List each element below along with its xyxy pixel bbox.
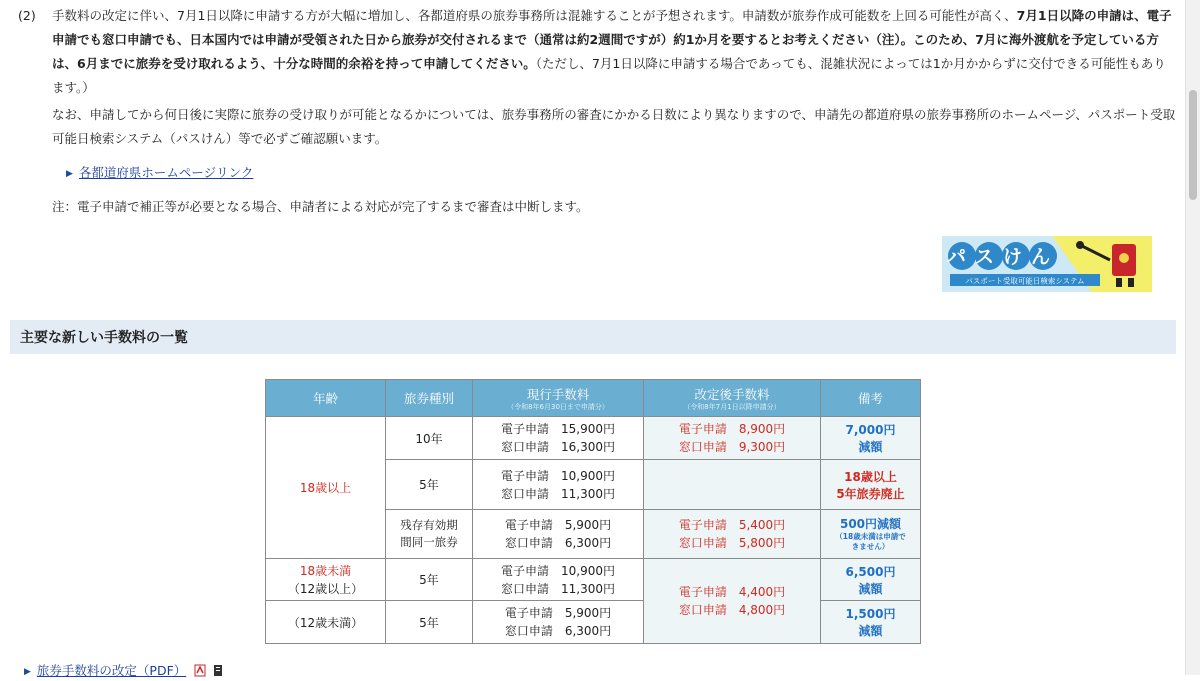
remarks-cell: [821, 601, 921, 644]
type-cell: [386, 510, 473, 559]
type-cell: 5年: [386, 559, 473, 601]
type-cell: 10年: [386, 417, 473, 460]
fee-electronic: 電子申請 4,400円: [678, 585, 786, 599]
age-18-over: 18歳以上: [266, 417, 386, 559]
remark-line: 7,000円: [845, 423, 896, 437]
prefecture-link-row: [66, 163, 253, 184]
scrollbar-thumb[interactable]: [1189, 90, 1197, 200]
age-under12: （12歳未満）: [266, 601, 386, 644]
current-fee-cell: [473, 417, 644, 460]
remarks-cell: [821, 460, 921, 510]
review-note: 注：電子申請で補正等が必要となる場合、申請者による対応が完了するまで審査は中断します。: [52, 199, 589, 214]
remark-line: 減額: [858, 624, 883, 638]
remark-line: 6,500円: [845, 564, 896, 579]
fee-electronic: 電子申請 10,900円: [501, 563, 615, 578]
type-line: 間同一旅券: [400, 535, 458, 549]
list-number: (2): [18, 8, 36, 23]
banner-logo-text: パスけん: [946, 246, 1060, 268]
paragraph-bold-text: 7月1日以降の申請は、電子申請でも窓口申請でも、日本国内では申請が受領された日から旅券が交付されるまで（通常は約2週間ですが）約1か月を要するとお考えください（注）。このため、7月に海外渡航を予定している方は、6月までに旅券を受け取れるよう、十分な時間的余裕を持って申請してください。: [52, 8, 1172, 71]
paskken-banner[interactable]: [942, 236, 1152, 292]
revised-fee-cell: [644, 559, 821, 644]
prefecture-homepage-link[interactable]: 各都道府県ホームページリンク: [78, 165, 254, 180]
remark-note: きません）: [851, 541, 890, 551]
remark-line: 5年旅券廃止: [836, 486, 905, 501]
header-current-fee: [473, 380, 644, 417]
type-line: 残存有効期: [400, 518, 458, 532]
revised-fee-cell: [644, 510, 821, 559]
header-current-label: 現行手数料: [526, 386, 590, 402]
fee-electronic: 電子申請 8,900円: [678, 422, 786, 436]
paragraph-text-part: （ただし、7月1日以降に申請する場合であっても、混雑状況によっては1か月かからずに交付できる可能性もあります。）: [52, 56, 1166, 95]
current-fee-cell: [473, 559, 644, 601]
remark-note: （18歳未満は申請で: [835, 531, 906, 541]
fee-electronic: 電子申請 10,900円: [501, 468, 615, 483]
section-heading: [10, 320, 1176, 354]
pdf-icon: [194, 664, 206, 677]
age-line: 18歳未満: [299, 563, 352, 578]
table-row: [266, 601, 921, 644]
revised-fee-cell-empty: [644, 460, 821, 510]
fee-counter: 窓口申請 5,800円: [678, 536, 786, 550]
table-row: [266, 559, 921, 601]
table-row: [266, 417, 921, 460]
section-title: 主要な新しい手数料の一覧: [20, 330, 188, 346]
banner-caption-text: パスポート受取可能日検索システム: [965, 276, 1085, 286]
remark-line: 減額: [858, 440, 883, 454]
pdf-link-row: [24, 662, 224, 681]
current-fee-cell: [473, 601, 644, 644]
header-revised-fee: [644, 380, 821, 417]
list-item-2: [18, 4, 1178, 100]
vertical-scrollbar[interactable]: [1185, 0, 1200, 675]
remarks-cell: [821, 417, 921, 460]
remark-line: 18歳以上: [844, 469, 897, 484]
remarks-cell: [821, 559, 921, 601]
type-cell: 5年: [386, 601, 473, 644]
document-icon: [212, 664, 224, 677]
note-paragraph: なお、申請してから何日後に実際に旅券の受け取りが可能となるかについては、旅券事務所の審査にかかる日数により異なりますので、申請先の都道府県の旅券事務所のホームページ、パスポート受取可能日検索システム（パスけん）等で必ずご確認願います。: [52, 107, 1176, 146]
fee-counter: 窓口申請 9,300円: [678, 440, 786, 454]
fee-counter: 窓口申請 16,300円: [501, 440, 615, 454]
fee-revision-pdf-link[interactable]: 旅券手数料の改定（PDF）: [36, 663, 187, 678]
triangle-bullet-icon: ▶: [66, 169, 73, 179]
fee-electronic: 電子申請 15,900円: [501, 422, 615, 436]
age-line: （12歳以上）: [287, 581, 364, 596]
remark-line: 減額: [858, 581, 883, 596]
age-under18: [266, 559, 386, 601]
paragraph-text: [52, 4, 1178, 100]
fee-counter: 窓口申請 11,300円: [501, 581, 615, 596]
current-fee-cell: [473, 460, 644, 510]
paragraph-text-part: 手数料の改定に伴い、7月1日以降に申請する方が大幅に増加し、各都道府県の旅券事務所は混雑することが予想されます。申請数が旅券作成可能数を上回る可能性が高く、: [52, 8, 1017, 23]
header-remarks: 備考: [821, 380, 921, 417]
header-revised-sub: （令和8年7月1日以降申請分）: [683, 402, 781, 411]
revised-fee-cell: [644, 417, 821, 460]
header-revised-label: 改定後手数料: [694, 386, 770, 402]
fee-counter: 窓口申請 6,300円: [504, 536, 612, 550]
type-cell: 5年: [386, 460, 473, 510]
table-header-row: [266, 380, 921, 417]
remarks-cell: [821, 510, 921, 559]
fee-counter: 窓口申請 6,300円: [504, 624, 612, 638]
header-type: 旅券種別: [386, 380, 473, 417]
fee-counter: 窓口申請 11,300円: [501, 486, 615, 501]
fee-electronic: 電子申請 5,400円: [678, 518, 786, 532]
triangle-bullet-icon: ▶: [24, 667, 31, 677]
remark-line: 500円減額: [839, 516, 902, 531]
header-current-sub: （令和8年6月30日まで申請分）: [507, 402, 609, 411]
fee-counter: 窓口申請 4,800円: [678, 603, 786, 617]
fee-electronic: 電子申請 5,900円: [504, 518, 612, 532]
fee-table: [265, 379, 921, 644]
fee-electronic: 電子申請 5,900円: [504, 606, 612, 620]
header-age: 年齢: [266, 380, 386, 417]
remark-line: 1,500円: [845, 607, 896, 621]
current-fee-cell: [473, 510, 644, 559]
